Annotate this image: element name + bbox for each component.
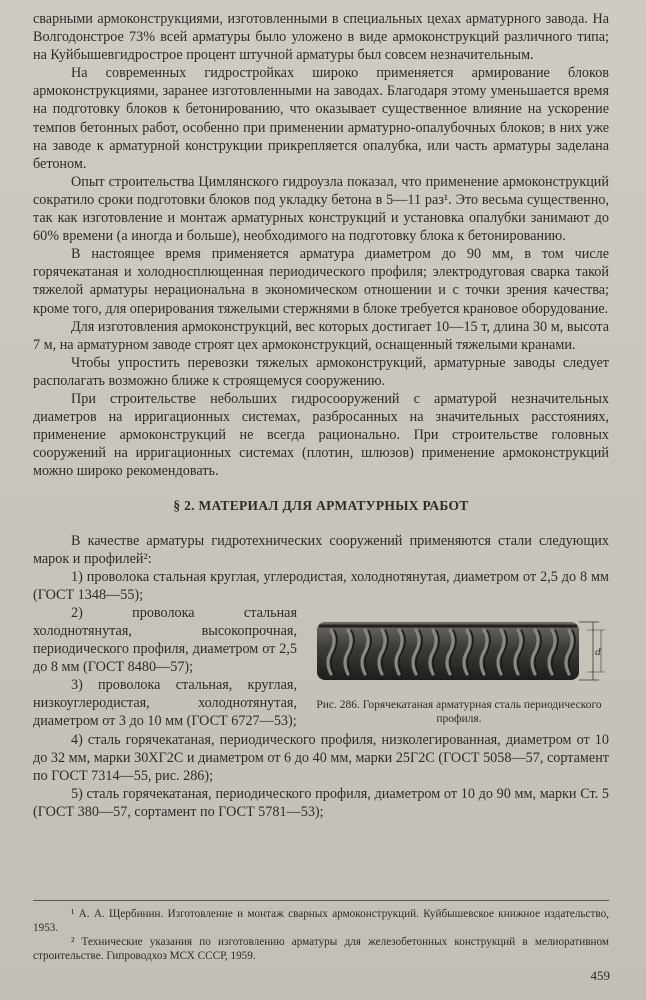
dimension-label: d [595, 645, 601, 658]
paragraph-4: В настоящее время применяется арматура диаметром до 90 мм, в том числе горячекатаная и холодносплющенная периодического профиля; электродуговая сварка такой тяжелой арматуры нерациональна в экономическом отношении и с точки зрения качества; кроме того, для оперирования тяжелыми стержнями в блоке требуется крановое оборудование. [33, 246, 609, 317]
paragraph-7: При строительстве небольших гидросооружений с арматурой незначительных диаметров на ирригационных системах, разбросанных на значительных расстояниях, применение армоконструкций не всегда рационально. При строительстве головных сооружений на ирригационных системах (плотин, шлюзов) применение армоконструкций можно широко рекомендовать. [33, 390, 609, 480]
figure-caption: Рис. 286. Горячекатаная арматурная сталь периодического профиля. [316, 698, 602, 725]
section-heading: § 2. МАТЕРИАЛ ДЛЯ АРМАТУРНЫХ РАБОТ [173, 498, 469, 514]
paragraph-2: На современных гидростройках широко применяется армирование блоков армоконструкциями, заранее изготовленными на заводах. Благодаря этому уменьшается время на подготовку блоков к бетонированию, что оказывает существенное влияние на ускорение темпов бетонных работ, особенно при применении арматурно-опалубочных блоков; в них уже на заводе к арматурной конструкции прикрепляется опалубка, или часть арматуры заделана бетоном. [33, 65, 609, 172]
footnote-1: ¹ А. А. Щербинин. Изготовление и монтаж сварных армоконструкций. Куйбышевское книжное издательство, 1953. [33, 908, 609, 934]
footnote-2: ² Технические указания по изготовлению арматуры для железобетонных конструкций в мелиоративном строительстве. Гипроводхоз МСХ СССР, 1959. [33, 936, 609, 962]
rebar-illustration [309, 608, 609, 694]
list-item-4: 4) сталь горячекатаная, периодического профиля, низколегированная, диаметром от 10 до 32 мм, марки 30ХГ2С и диаметром от 6 до 40 мм, марки 25Г2С (ГОСТ 5058—57, сортамент по ГОСТ 7314—55, рис. 286); [33, 731, 609, 784]
page-number: 459 [590, 968, 610, 983]
list-item-5: 5) сталь горячекатаная, периодического профиля, диаметром от 10 до 90 мм, марки Ст. 5 (ГОСТ 380—57, сортамент по ГОСТ 5781—53); [33, 785, 609, 820]
list-item-3: 3) проволока стальная, круглая, низкоуглеродистая, холоднотянутая, диаметром от 3 до 10 мм (ГОСТ 6727—53); [33, 677, 297, 730]
paragraph-6: Чтобы упростить перевозки тяжелых армоконструкций, арматурные заводы следует располагать возможно ближе к строящемуся сооружению. [33, 354, 609, 389]
paragraph-3: Опыт строительства Цимлянского гидроузла показал, что применение армоконструкций сократило сроки подготовки блоков под укладку бетона в 5—11 раз¹. Это весьма существенно, так как изготовление и монтаж арматурных конструкций и установка опалубки занимают до 60% времени (а иногда и больше), необходимого на подготовку блока к бетонированию. [33, 173, 609, 245]
figure-286 [309, 608, 609, 726]
section-intro: В качестве арматуры гидротехнических сооружений применяются стали следующих марок и профилей²: [33, 532, 609, 567]
paragraph-1: сварными армоконструкциями, изготовленными в специальных цехах арматурного завода. На Волгодонстрое 73% всей арматуры было уложено в виде армоконструкций различного типа; на Куйбышевгидрострое процент штучной арматуры был совсем незначительным. [33, 11, 609, 64]
footnotes [33, 900, 609, 963]
list-item-1: 1) проволока стальная круглая, углеродистая, холоднотянутая, диаметром от 2,5 до 8 мм (ГОСТ 1348—55); [33, 568, 609, 603]
paragraph-5: Для изготовления армоконструкций, вес которых достигает 10—15 т, длина 30 м, высота 7 м, на арматурном заводе строят цех армоконструкций, оснащенный тяжелыми кранами. [33, 318, 609, 353]
list-item-2: 2) проволока стальная холоднотянутая, высокопрочная, периодического профиля, диаметром от 2,5 до 8 мм (ГОСТ 8480—57); [33, 604, 297, 676]
main-text [33, 10, 609, 821]
